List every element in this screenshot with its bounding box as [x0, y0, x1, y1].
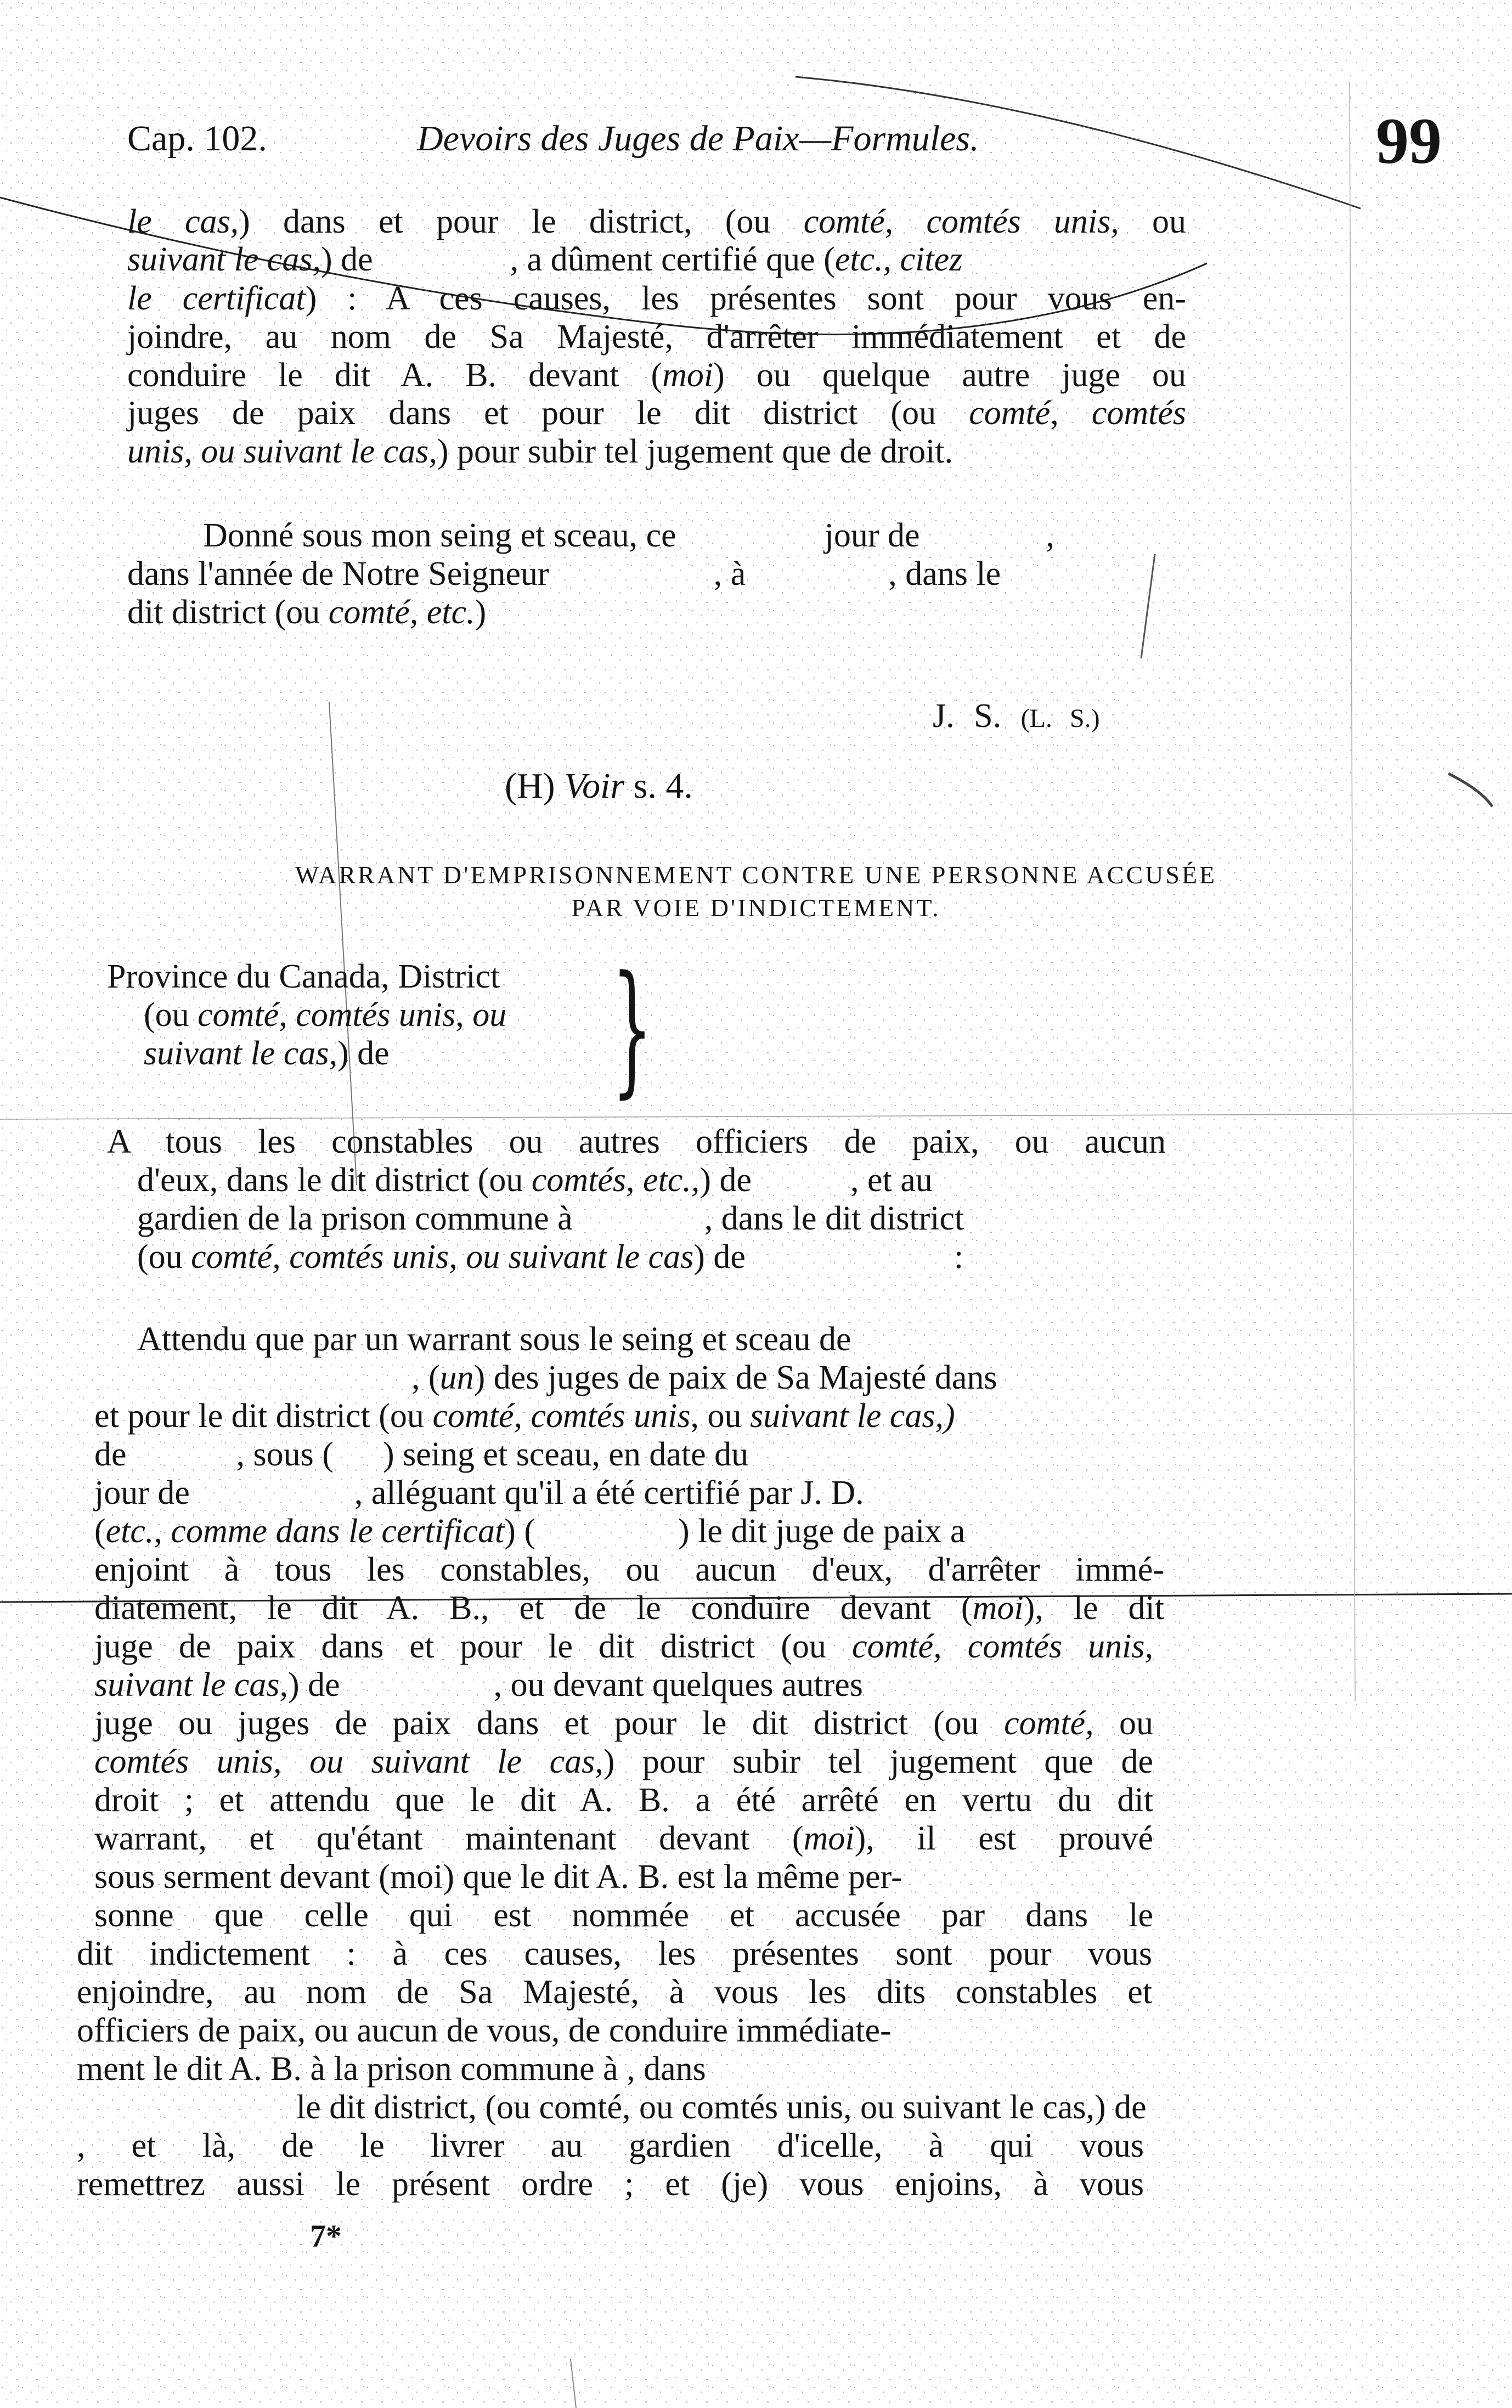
- text-line: A tous les constables ou autres officiers de paix, ou aucun: [107, 1123, 1166, 1160]
- text-line: , (un) des juges de paix de Sa Majesté dans: [411, 1359, 997, 1396]
- province-line: suivant le cas,) de: [144, 1035, 390, 1072]
- text-line: juges de paix dans et pour le dit district (ou comté, comtés: [127, 394, 1187, 432]
- text-line: enjoindre, au nom de Sa Majesté, à vous les dits constables et: [77, 1973, 1152, 2011]
- text-line: et pour le dit district (ou comté, comtés unis, ou suivant le cas,): [94, 1397, 955, 1435]
- form-title-line-1: WARRANT D'EMPRISONNEMENT CONTRE UNE PERSONNE ACCUSÉE: [295, 861, 1217, 889]
- running-title: Devoirs des Juges de Paix—Formules.: [417, 119, 979, 159]
- text-line: comtés unis, ou suivant le cas,) pour subir tel jugement que de: [94, 1743, 1154, 1780]
- brace-symbol: }: [612, 946, 653, 1112]
- text-line: Attendu que par un warrant sous le seing et sceau de: [137, 1321, 851, 1358]
- text-line: le cas,) dans et pour le district, (ou comté, comtés unis, ou: [127, 203, 1187, 240]
- text-line: diatement, le dit A. B., et de le conduire devant (moi), le dit: [94, 1589, 1164, 1627]
- text-line: gardien de la prison commune à , dans le dit district: [137, 1200, 964, 1237]
- text-line: dans l'année de Notre Seigneur , à , dans le: [127, 555, 1001, 593]
- form-title-line-2: PAR VOIE D'INDICTEMENT.: [571, 894, 941, 922]
- text-line: juge ou juges de paix dans et pour le dit district (ou comté, ou: [94, 1705, 1154, 1742]
- text-line: officiers de paix, ou aucun de vous, de conduire immédiate-: [77, 2012, 892, 2049]
- page-number: 99: [1376, 104, 1442, 177]
- text-line: enjoint à tous les constables, ou aucun d'eux, d'arrêter immé-: [94, 1551, 1164, 1588]
- text-line: remettrez aussi le présent ordre ; et (je) vous enjoins, à vous: [77, 2165, 1144, 2203]
- text-line: dit indictement : à ces causes, les présentes sont pour vous: [77, 1935, 1152, 1972]
- section-heading: (H) Voir s. 4.: [505, 766, 693, 806]
- text-line: (ou comté, comtés unis, ou suivant le cas) de :: [137, 1238, 964, 1276]
- text-line: suivant le cas,) de , a dûment certifié que (etc., citez: [127, 241, 963, 278]
- text-line: d'eux, dans le dit district (ou comtés, etc.,) de , et au: [137, 1161, 933, 1199]
- text-line: juge de paix dans et pour le dit district (ou comté, comtés unis,: [94, 1628, 1153, 1665]
- text-line: jour de , alléguant qu'il a été certifié par J. D.: [94, 1474, 864, 1512]
- province-line: (ou comté, comtés unis, ou: [144, 996, 507, 1034]
- text-line: , et là, de le livrer au gardien d'icelle, à qui vous: [77, 2127, 1144, 2164]
- text-line: de , sous ( ) seing et sceau, en date du: [94, 1436, 749, 1473]
- text-line: unis, ou suivant le cas,) pour subir tel jugement que de droit.: [127, 433, 953, 470]
- text-line: dit district (ou comté, etc.): [127, 594, 487, 631]
- text-line: conduire le dit A. B. devant (moi) ou quelque autre juge ou: [127, 357, 1186, 394]
- province-line: Province du Canada, District: [107, 958, 500, 995]
- text-line: droit ; et attendu que le dit A. B. a été arrêté en vertu du dit: [94, 1781, 1153, 1819]
- text-line: Donné sous mon seing et sceau, ce jour de ,: [203, 517, 1055, 554]
- text-line: sous serment devant (moi) que le dit A. B. est la même per-: [94, 1858, 902, 1896]
- text-line: warrant, et qu'étant maintenant devant (moi), il est prouvé: [94, 1820, 1153, 1857]
- text-line: joindre, au nom de Sa Majesté, d'arrêter immédiatement et de: [127, 318, 1186, 356]
- text-line: suivant le cas,) de , ou devant quelques autres: [94, 1666, 863, 1704]
- signature-mark: 7*: [310, 2218, 342, 2254]
- text-line: sonne que celle qui est nommée et accusée par dans le: [94, 1897, 1153, 1934]
- chapter-label: Cap. 102.: [127, 119, 267, 159]
- text-line: le dit district, (ou comté, ou comtés unis, ou suivant le cas,) de: [296, 2089, 1147, 2126]
- text-line: (etc., comme dans le certificat) ( ) le dit juge de paix a: [94, 1513, 966, 1550]
- text-line: le certificat) : A ces causes, les présentes sont pour vous en-: [127, 280, 1186, 317]
- signature-line: J. S. (L. S.): [933, 697, 1100, 735]
- text-line: ment le dit A. B. à la prison commune à , dans: [77, 2050, 706, 2088]
